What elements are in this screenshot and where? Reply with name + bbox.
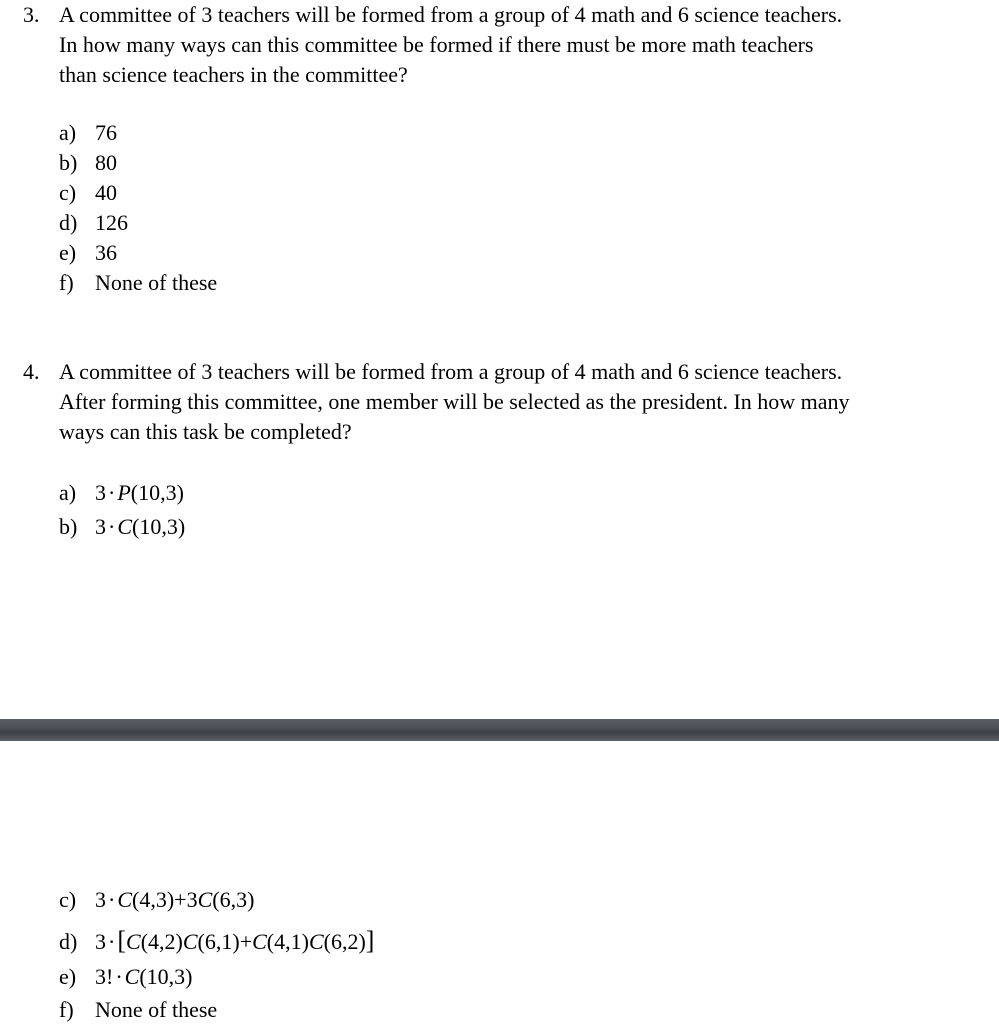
option-label: b) — [59, 150, 78, 175]
question-3-number: 3. — [23, 2, 40, 27]
option-label: f) — [59, 270, 74, 295]
option-label: f) — [59, 997, 74, 1022]
option-value: None of these — [95, 270, 218, 295]
option-label: a) — [59, 480, 77, 505]
page-divider — [0, 719, 999, 741]
option-label: d) — [59, 210, 78, 235]
q4-option-e[interactable] — [59, 964, 193, 990]
option-value: 76 — [95, 120, 117, 145]
question-4-line-3: ways can this task be completed? — [59, 419, 352, 444]
option-value: 3·C(4,3)+3C(6,3) — [95, 887, 255, 912]
option-label: e) — [59, 240, 77, 265]
q3-option-f[interactable] — [59, 270, 217, 296]
option-value: 40 — [95, 180, 117, 205]
q4-option-a[interactable] — [59, 480, 184, 506]
q3-option-e[interactable] — [59, 240, 117, 266]
q4-option-f[interactable] — [59, 997, 217, 1023]
question-3-line-3: than science teachers in the committee? — [59, 62, 408, 87]
option-label: b) — [59, 514, 78, 539]
option-label: e) — [59, 964, 77, 989]
q3-option-c[interactable] — [59, 180, 117, 206]
option-value: 80 — [95, 150, 117, 175]
q3-option-d[interactable] — [59, 210, 128, 236]
option-value: 3·P(10,3) — [95, 480, 184, 505]
option-value: 36 — [95, 240, 117, 265]
question-3-line-1: A committee of 3 teachers will be formed from a group of 4 math and 6 science teachers. — [59, 2, 843, 27]
question-4-number: 4. — [23, 359, 40, 384]
option-value: None of these — [95, 997, 218, 1022]
q3-option-b[interactable] — [59, 150, 117, 176]
q4-option-d[interactable] — [59, 926, 374, 956]
question-4-line-1: A committee of 3 teachers will be formed from a group of 4 math and 6 science teachers. — [59, 359, 843, 384]
q4-option-b[interactable] — [59, 514, 185, 540]
option-label: c) — [59, 887, 77, 912]
option-label: c) — [59, 180, 77, 205]
question-3-line-2: In how many ways can this committee be formed if there must be more math teachers — [59, 32, 814, 57]
option-value: 3·[C(4,2)C(6,1)+C(4,1)C(6,2)] — [95, 926, 375, 955]
q3-option-a[interactable] — [59, 120, 117, 146]
question-4-line-2: After forming this committee, one member will be selected as the president. In how many — [59, 389, 850, 414]
option-label: a) — [59, 120, 77, 145]
option-value: 126 — [95, 210, 128, 235]
option-value: 3!·C(10,3) — [95, 964, 193, 989]
option-value: 3·C(10,3) — [95, 514, 186, 539]
option-label: d) — [59, 929, 78, 954]
q4-option-c[interactable] — [59, 887, 254, 913]
